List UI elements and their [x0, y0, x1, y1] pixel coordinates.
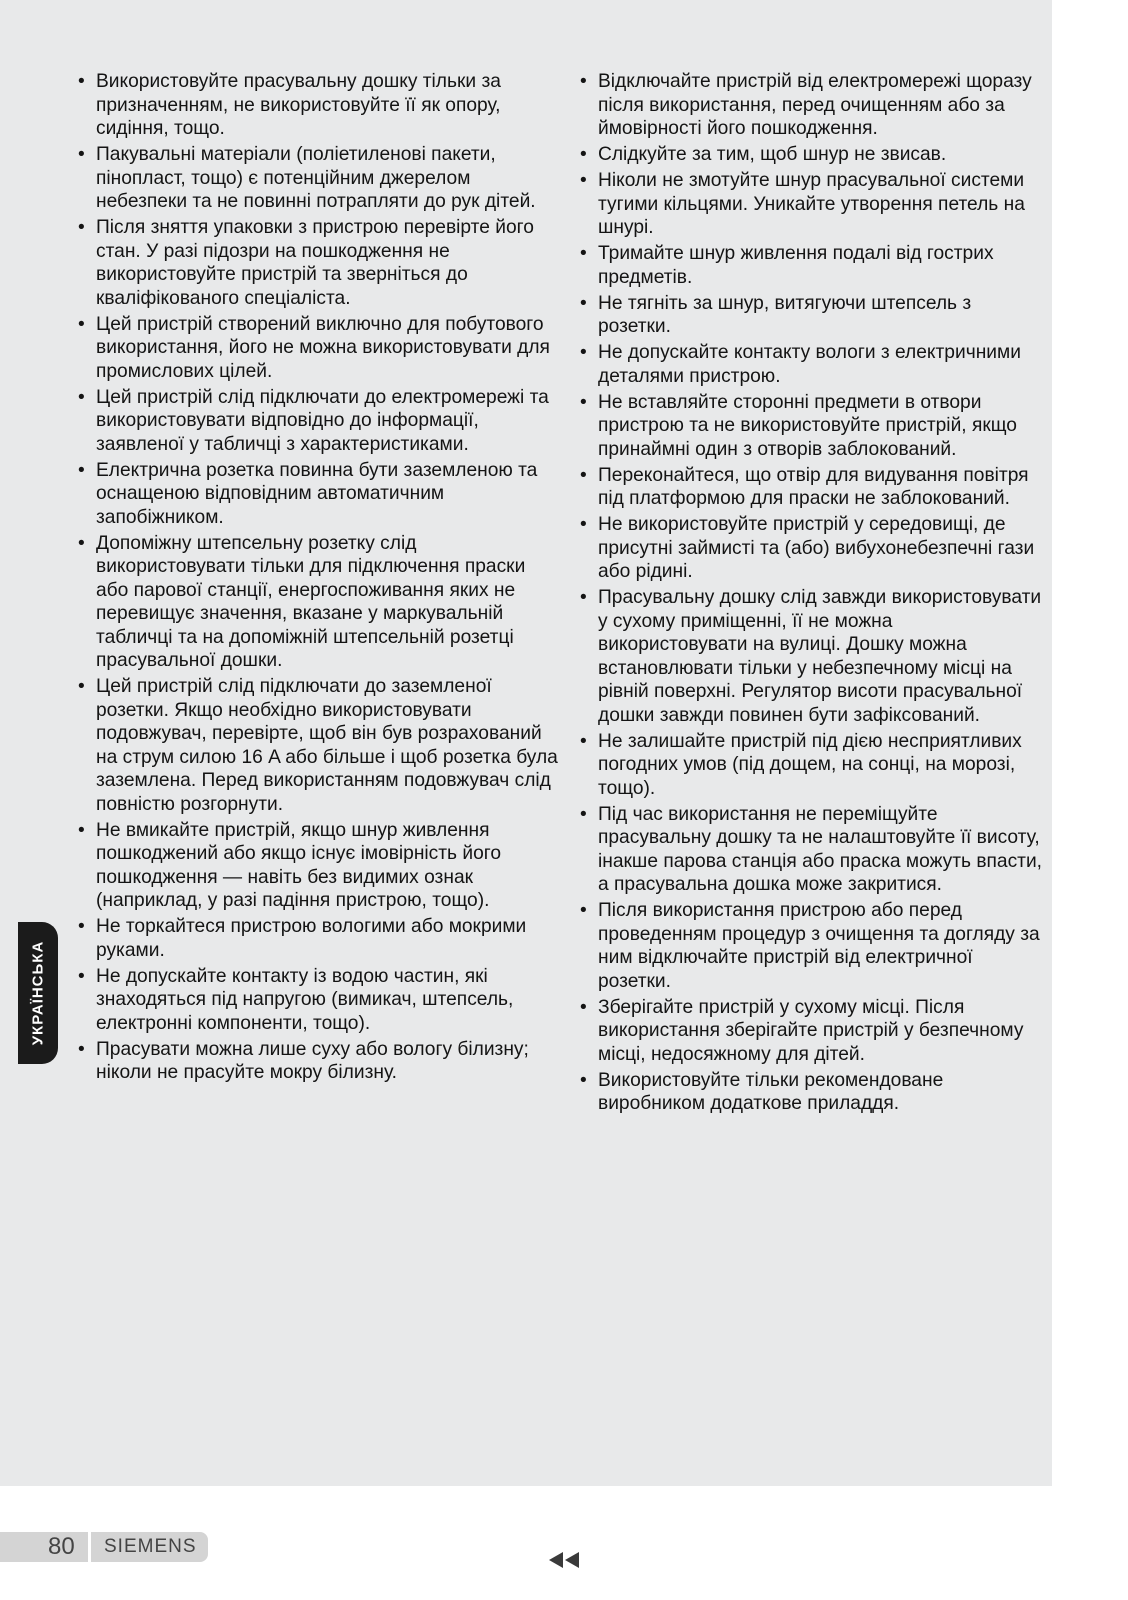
list-item [580, 464, 1046, 511]
bullet: • [78, 217, 85, 238]
bullet: • [78, 916, 85, 937]
list-item-text: Прасувати можна лише суху або вологу білизну; ніколи не прасуйте мокру білизну. [96, 1038, 529, 1083]
list-item-text: Після зняття упаковки з пристрою перевірте його стан. У разі підозри на пошкодження не використовуйте пристрій та зверніться до кваліфікованого спеціаліста. [96, 217, 534, 309]
bullet: • [580, 996, 587, 1018]
list-item [580, 803, 1046, 897]
bullet: • [580, 292, 587, 314]
bullet: • [580, 170, 587, 191]
double-left-triangle-icon[interactable] [547, 1551, 581, 1569]
list-item-text: Не тягніть за шнур, витягуючи штепсель з розетки. [598, 292, 972, 337]
footer-divider [88, 1532, 91, 1562]
list-item [78, 459, 558, 530]
list-item-text: Зберігайте пристрій у сухому місці. Після використання зберігайте пристрій у безпечному місці, недосяжному для дітей. [598, 996, 1024, 1065]
list-item [78, 313, 558, 384]
list-item-text: Не вставляйте сторонні предмети в отвори пристрою та не використовуйте пристрій, якщо принаймні один з отворів заблокований. [598, 391, 1017, 460]
bullet: • [580, 71, 587, 92]
list-item-text: Переконайтеся, що отвір для видування повітря під платформою для праски не заблокований. [598, 464, 1029, 509]
list-item-text: Не торкайтеся пристрою вологими або мокрими руками. [96, 916, 527, 961]
bullet: • [580, 144, 587, 165]
brand-name: SIEMENS [104, 1536, 197, 1557]
list-item-text: Ніколи не змотуйте шнур прасувальної системи тугими кільцями. Уникайте утворення петель на шнурі. [598, 170, 1025, 238]
bullet: • [78, 144, 85, 165]
list-item-text: Цей пристрій слід підключати до заземленої розетки. Якщо необхідно використовувати подовжувач, перевірте, щоб він був розрахований на струм силою 16 A або більше і щоб розетка була заземлена. Перед використанням подовжувач слід повністю розгорнути. [96, 676, 558, 815]
list-item [580, 1069, 1046, 1116]
bullet: • [78, 71, 85, 92]
bullet: • [78, 532, 85, 554]
list-item-text: Допоміжну штепсельну розетку слід використовувати тільки для підключення праски або парової станції, енергоспоживання яких не перевищує значення, вказане у маркувальній табличці та на допоміжній штепсельній розетці прасувальної дошки. [96, 532, 526, 671]
list-item [78, 532, 558, 673]
page-number: 80 [48, 1533, 75, 1560]
list-item-text: Під час використання не переміщуйте прасувальну дошку та не налаштовуйте її висоту, інакше парова станція або праска можуть впасти, а прасувальна дошка може закритися. [598, 803, 1043, 895]
list-item-text: Не допускайте контакту вологи з електричними деталями пристрою. [598, 342, 1021, 387]
list-item [78, 386, 558, 457]
list-item-text: Тримайте шнур живлення подалі від гострих предметів. [598, 243, 994, 288]
bullet: • [580, 342, 587, 363]
list-item-text: Відключайте пристрій від електромережі щоразу після використання, перед очищенням або за ймовірності його пошкодження. [598, 71, 1032, 139]
bullet: • [580, 1069, 587, 1091]
list-item [580, 899, 1046, 993]
bullet: • [78, 386, 85, 408]
list-item [580, 242, 1046, 289]
bullet: • [580, 900, 587, 921]
list-item [580, 996, 1046, 1067]
list-item-text: Не використовуйте пристрій у середовищі, де присутні займисті та (або) вибухонебезпечні гази або рідині. [598, 514, 1035, 582]
list-item [78, 915, 558, 962]
list-item [78, 819, 558, 913]
list-item-text: Слідкуйте за тим, щоб шнур не звисав. [598, 144, 947, 165]
bullet: • [580, 391, 587, 413]
list-item [580, 292, 1046, 339]
list-item [580, 730, 1046, 801]
list-item [580, 513, 1046, 584]
list-item [580, 169, 1046, 240]
list-item [580, 586, 1046, 727]
list-item [78, 143, 558, 214]
list-item-text: Електрична розетка повинна бути заземленою та оснащеною відповідним автоматичним запобіжником. [96, 459, 538, 528]
bullet: • [78, 676, 85, 697]
list-item-text: Не допускайте контакту із водою частин, які знаходяться під напругою (вимикач, штепсель, електронні компоненти, тощо). [96, 965, 514, 1034]
bullet: • [580, 514, 587, 535]
bullet: • [580, 730, 587, 752]
list-item [78, 965, 558, 1036]
list-item-text: Не залишайте пристрій під дією несприятливих погодних умов (під дощем, на сонці, на морозі, тощо). [598, 730, 1022, 799]
list-item [78, 70, 558, 141]
list-item [580, 341, 1046, 388]
bullet: • [78, 965, 85, 987]
list-item-text: Використовуйте тільки рекомендоване виробником додаткове приладдя. [598, 1069, 944, 1114]
bullet: • [78, 459, 85, 481]
list-item [580, 143, 1046, 167]
bullet: • [580, 243, 587, 264]
right-column [580, 70, 1046, 1118]
list-item-text: Пакувальні матеріали (поліетиленові пакети, пінопласт, тощо) є потенційним джерелом небезпеки та не повинні потрапляти до рук дітей. [96, 144, 536, 212]
list-item [78, 675, 558, 816]
bullet: • [78, 313, 85, 335]
list-item-text: Не вмикайте пристрій, якщо шнур живлення пошкоджений або якщо існує імовірність його пошкодження — навіть без видимих ознак (наприклад, у разі падіння пристрою, тощо). [96, 819, 502, 911]
list-item [580, 391, 1046, 462]
bullet: • [580, 803, 587, 825]
list-item-text: Використовуйте прасувальну дошку тільки за призначенням, не використовуйте її як опору, сидіння, тощо. [96, 71, 501, 139]
bullet: • [78, 1038, 85, 1060]
language-tab-label: УКРАЇНСЬКА [29, 940, 47, 1046]
language-tab [18, 922, 58, 1064]
left-column [78, 70, 558, 1087]
list-item [78, 1038, 558, 1085]
bullet: • [580, 464, 587, 486]
list-item [78, 216, 558, 310]
list-item-text: Цей пристрій слід підключати до електромережі та використовувати відповідно до інформації, заявленої у табличці з характеристиками. [96, 386, 549, 455]
list-item [580, 70, 1046, 141]
list-item-text: Після використання пристрою або перед проведенням процедур з очищення та догляду за ним відключайте пристрій від електричної розетки. [598, 900, 1040, 992]
bullet: • [78, 819, 85, 841]
bullet: • [580, 587, 587, 608]
list-item-text: Прасувальну дошку слід завжди використовувати у сухому приміщенні, її не можна використовувати на вулиці. Дошку можна встановлювати тільки у небезпечному місці на рівній поверхні. Регулятор висоти прасувальної дошки завжди повинен бути зафіксований. [598, 587, 1042, 726]
list-item-text: Цей пристрій створений виключно для побутового використання, його не можна використовувати для промислових цілей. [96, 313, 550, 382]
